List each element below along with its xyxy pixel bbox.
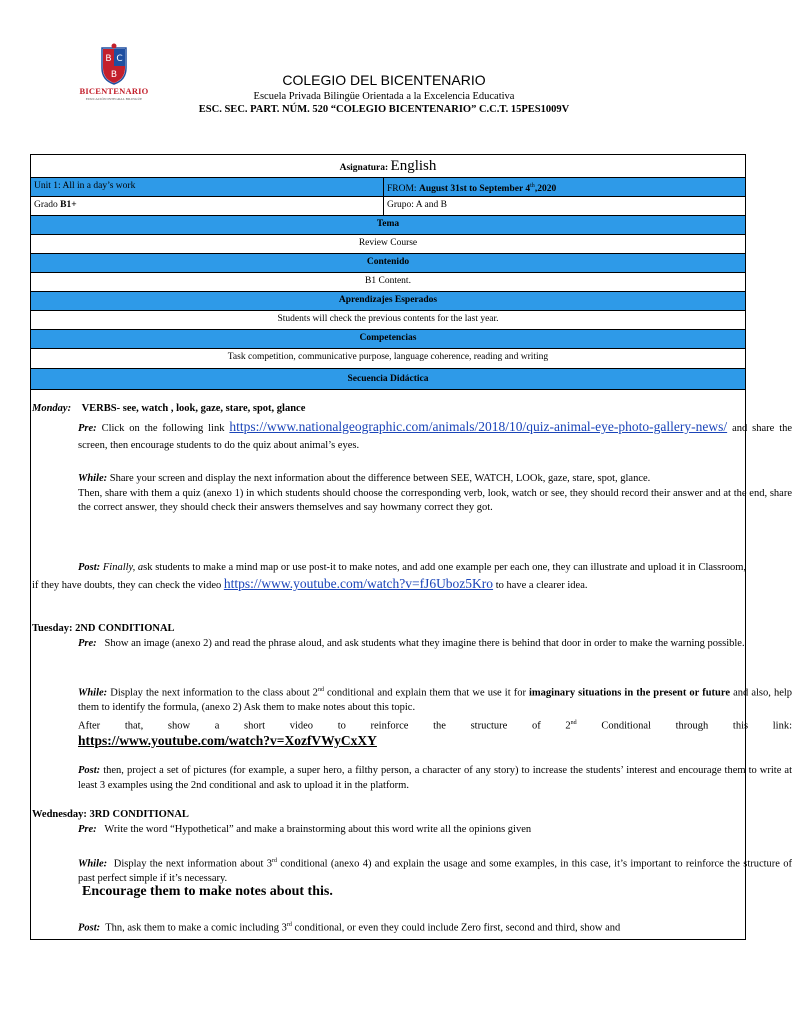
pre-label: Pre: (78, 423, 97, 434)
mon-post-text-2: to have a clearer idea. (495, 580, 588, 591)
unit-cell: Unit 1: All in a day’s work (34, 181, 136, 191)
tue-while-text-3: and also, help them to identify the formula, (anexo 2) Ask them to make notes about this topic. (78, 687, 793, 713)
post-label: Post: (78, 922, 101, 934)
monday-pre (32, 418, 792, 454)
wednesday-while (32, 854, 792, 887)
grado-label: Grado (34, 200, 58, 210)
secuencia-label: Secuencia Didáctica (31, 369, 745, 390)
grado-cell (31, 197, 383, 215)
tuesday-day: Tuesday: (32, 623, 73, 634)
while-label: While: (78, 858, 108, 870)
wednesday-day: Wednesday: (32, 809, 87, 820)
tuesday-post (32, 764, 792, 793)
shield-letter: B (110, 70, 118, 80)
wed-encourage-text: Encourage them to make notes about this. (82, 884, 333, 899)
competencias-label: Competencias (31, 330, 745, 349)
grupo-cell: Grupo: A and B (383, 197, 745, 215)
while-label: While: (78, 687, 108, 699)
pre-label: Pre: (78, 824, 97, 835)
from-year: ,2020 (534, 184, 557, 195)
asignatura-row (31, 155, 745, 178)
wednesday-post (32, 918, 792, 936)
monday-topic: VERBS- see, watch , look, gaze, stare, spot, glance (81, 403, 306, 414)
from-value: August 31st to September 4 (418, 184, 531, 195)
contenido-label: Contenido (31, 254, 745, 273)
shield-letter: C (116, 54, 123, 64)
logo-text: BICENTENARIO (79, 86, 149, 96)
wednesday-heading (32, 808, 746, 823)
tuesday-heading (32, 622, 746, 637)
school-name: COLEGIO DEL BICENTENARIO (282, 72, 486, 88)
tema-label: Tema (31, 216, 745, 235)
grado-value: B1+ (60, 200, 77, 210)
competencias-value: Task competition, communicative purpose, language coherence, reading and writing (31, 349, 745, 369)
mon-pre-text-1: Click on the following link (101, 423, 225, 434)
monday-day: Monday: (32, 403, 72, 414)
post-label: Post: (78, 562, 101, 573)
nat-geo-link[interactable]: https://www.nationalgeographic.com/animals/2018/10/quiz-animal-eye-photo-gallery-news/ (229, 419, 728, 434)
youtube-link-2nd-conditional[interactable]: https://www.youtube.com/watch?v=XozfVWyCxXY (78, 732, 377, 748)
post-label: Post: (78, 765, 101, 776)
tue-while-text-2: conditional and explain them that we use it for (327, 687, 526, 699)
asignatura-value: English (390, 158, 437, 174)
wed-while-text-2: conditional (anexo 4) and explain the usage and some examples, in this case, it’s important to reinforce the structure of past perfect simple if it’s necessary. (78, 858, 793, 884)
wednesday-topic: 3RD CONDITIONAL (89, 809, 189, 820)
wed-post-sup: rd (286, 922, 292, 928)
wed-pre-text: Write the word “Hypothetical” and make a brainstorming about this word write all the opinions given (104, 824, 532, 835)
monday-heading (32, 402, 746, 417)
unit-row (31, 178, 745, 197)
tema-value: Review Course (31, 235, 745, 254)
tuesday-while (32, 683, 792, 750)
youtube-link-verbs[interactable]: https://www.youtube.com/watch?v=fJ6Uboz5Kro (223, 576, 494, 591)
asignatura-label: Asignatura: (339, 163, 389, 173)
mon-post-finally: Finally, a (102, 562, 144, 573)
monday-post (32, 560, 746, 594)
tue-while-bold: imaginary situations in the present or future (529, 687, 731, 699)
wed-while-sup: rd (272, 858, 277, 864)
tue-while-text-1: Display the next information to the class about 2 (110, 687, 318, 699)
tuesday-topic: 2ND CONDITIONAL (75, 623, 175, 634)
tue-after-text-2: Conditional through this link: (601, 720, 793, 731)
while-label: While: (78, 473, 108, 484)
contenido-value: B1 Content. (31, 273, 745, 292)
tuesday-pre (32, 637, 792, 652)
school-cct: ESC. SEC. PART. NÚM. 520 “COLEGIO BICENTENARIO” C.C.T. 15PES1009V (198, 104, 570, 115)
logo-subtext: EDUCACIÓN INTEGRAL BILINGÜE (85, 97, 143, 101)
pre-label: Pre: (78, 638, 97, 649)
tue-while-sup: nd (317, 687, 324, 693)
monday-while (32, 472, 792, 516)
tue-after-sup: nd (570, 719, 577, 726)
mon-while-text-1: Share your screen and display the next information about the difference between SEE, WATCH, LOOk, gaze, stare, spot, glance. (109, 473, 651, 484)
mon-post-text-1: sk students to make a mind map or use post-it to make notes, and add one example per each one, they can illustrate and upload it in Classroom, if they have doubts, they can check the video (32, 562, 746, 591)
wed-while-text-1: Display the next information about 3 (113, 858, 272, 870)
aprendizajes-value: Students will check the previous contents for the last year. (31, 311, 745, 330)
from-label: FROM: (387, 184, 417, 195)
tue-pre-text: Show an image (anexo 2) and read the phrase aloud, and ask students what they imagine there is behind that door in order to make the warning possible. (104, 638, 745, 649)
school-subtitle: Escuela Privada Bilingüe Orientada a la Excelencia Educativa (253, 91, 515, 102)
grado-row (31, 197, 745, 216)
shield-letter: B (105, 54, 112, 64)
aprendizajes-label: Aprendizajes Esperados (31, 292, 745, 311)
tue-post-text: then, project a set of pictures (for example, a super hero, a filthy person, a character of any story) to increase the students’ interest and encourage them to write at least 3 examples using the 2nd conditional and ask to upload it in the platform. (78, 765, 793, 791)
wed-post-text-2: conditional, or even they could include Zero first, second and third, show and (294, 922, 621, 934)
mon-while-text-2: Then, share with them a quiz (anexo 1) in which students should choose the corresponding verb, look, watch or see, they should record their answer and at the end, share the correct answer, they should check their answers themselves and say howmany correct they got. (78, 487, 792, 513)
mon-pre-text-2: and share the screen, then encourage students to do the quiz about animal’s eyes. (78, 423, 793, 451)
from-sup: th (530, 183, 535, 189)
wednesday-pre (32, 823, 792, 838)
wed-post-text-1: Thn, ask them to make a comic including 3 (105, 922, 287, 934)
tue-after-text-1: After that, show a short video to reinforce the structure of 2 (78, 720, 571, 731)
from-cell (383, 178, 745, 196)
wednesday-encourage (32, 885, 796, 901)
